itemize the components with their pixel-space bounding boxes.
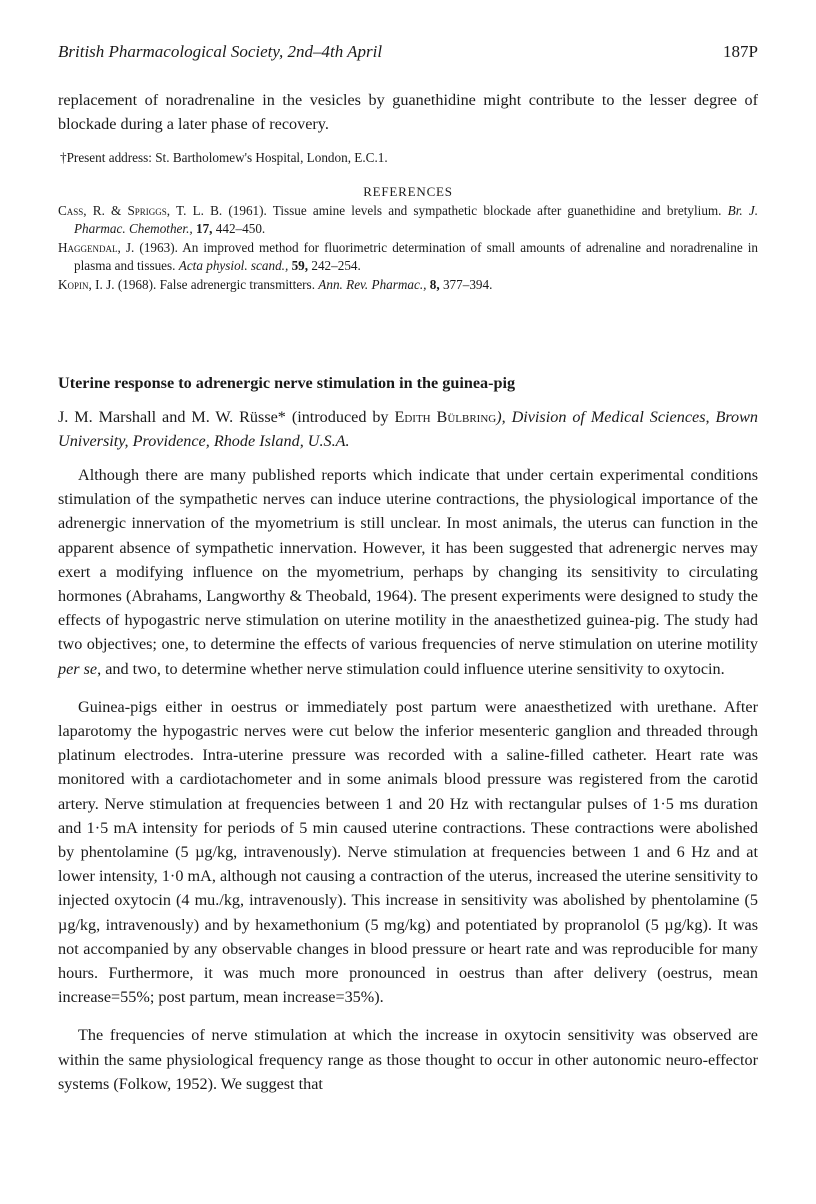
introducer-name: Edith Bülbring bbox=[394, 407, 497, 426]
running-header bbox=[58, 42, 758, 70]
reference-pages: 242–254. bbox=[311, 257, 361, 273]
intro-paragraph: replacement of noradrenaline in the vesicles by guanethidine might contribute to the lesser degree of blockade during a later phase of recovery. bbox=[58, 91, 758, 134]
page bbox=[58, 42, 758, 1096]
reference-authors: Haggendal, J. bbox=[58, 240, 135, 256]
author-names: J. M. Marshall and M. W. Rüsse* (introduced by bbox=[58, 407, 389, 426]
reference-text: (1963). An improved method for fluorimetric determination of small amounts of adrenaline and noradrenaline in plasma and tissues. bbox=[74, 240, 759, 273]
reference-journal: Acta physiol. scand., bbox=[178, 257, 289, 273]
reference-volume: 59, bbox=[291, 257, 309, 273]
paragraph-1-italic: per se bbox=[58, 659, 98, 678]
reference-pages: 377–394. bbox=[442, 277, 493, 293]
reference-item bbox=[58, 239, 758, 274]
page-number: 187P bbox=[723, 42, 758, 61]
references-title: REFERENCES bbox=[363, 184, 453, 200]
abstract-paragraph-1 bbox=[58, 463, 758, 681]
reference-item bbox=[58, 276, 758, 294]
journal-title: British Pharmacological Society, 2nd–4th April bbox=[58, 42, 383, 61]
reference-pages: 442–450. bbox=[215, 220, 266, 236]
reference-journal: Br. J. Pharmac. Chemother., bbox=[74, 203, 758, 236]
reference-authors: Kopin, I. J. bbox=[58, 277, 115, 293]
reference-journal: Ann. Rev. Pharmac., bbox=[318, 277, 427, 293]
abstract-authors bbox=[58, 405, 758, 453]
footnote: †Present address: St. Bartholomew's Hospital, London, E.C.1. bbox=[60, 150, 388, 166]
reference-volume: 17, bbox=[195, 220, 213, 236]
author-affiliation: ), Division of Medical Sciences, Brown University, Providence, Rhode Island, U.S.A. bbox=[58, 407, 759, 450]
references-list bbox=[58, 202, 758, 294]
reference-authors: Cass, R. & Spriggs, T. L. B. bbox=[58, 203, 223, 219]
paragraph-1-text-b: , and two, to determine whether nerve stimulation could influence uterine sensitivity to oxytocin. bbox=[97, 659, 725, 678]
reference-text: (1968). False adrenergic transmitters. bbox=[117, 277, 315, 293]
reference-item bbox=[58, 202, 758, 237]
abstract-title: Uterine response to adrenergic nerve stimulation in the guinea-pig bbox=[58, 373, 516, 392]
reference-text: (1961). Tissue amine levels and sympathetic blockade after guanethidine and bretylium. bbox=[228, 203, 722, 219]
abstract-paragraph-2: Guinea-pigs either in oestrus or immediately post partum were anaesthetized with urethane. After laparotomy the hypogastric nerves were cut below the inferior mesenteric ganglion and threaded through platinum electrodes. Intra-uterine pressure was recorded with a saline-filled catheter. Heart rate was monitored with a cardiotachometer and in some animals blood pressure was registered from the carotid artery. Nerve stimulation at frequencies between 1 and 20 Hz with rectangular pulses of 1·5 ms duration and 1·5 mA intensity for periods of 5 min caused uterine contractions. These contractions were abolished by phentolamine (5 µg/kg, intravenously). Nerve stimulation at frequencies between 1 and 6 Hz and at lower intensity, 1·0 mA, although not causing a contraction of the uterus, increased the uterine sensitivity to injected oxytocin (4 mu./kg, intravenously). This increase in sensitivity was abolished by phentolamine (5 µg/kg, intravenously) and by hexamethonium (5 mg/kg) and potentiated by propranolol (5 µg/kg). It was not accompanied by any observable changes in blood pressure or heart rate and was reproducible for many hours. Furthermore, it was much more pronounced in oestrus than after delivery (oestrus, mean increase=55%; post partum, mean increase=35%). bbox=[58, 697, 758, 1007]
paragraph-1-text-a: Although there are many published reports which indicate that under certain experimental conditions stimulation of the sympathetic nerves can induce uterine contractions, the physiological importance of the adrenergic innervation of the myometrium is still unclear. In most animals, the uterus can function in the apparent absence of sympathetic innervation. However, it has been suggested that adrenergic nerves may exert a modifying influence on the myometrium, perhaps by changing its sensitivity to circulating hormones (Abrahams, Langworthy & Theobald, 1964). The present experiments were designed to study the effects of hypogastric nerve stimulation on uterine motility in the anaesthetized guinea-pig. The study had two objectives; one, to determine the effects of various frequencies of nerve stimulation on uterine motility bbox=[58, 465, 758, 654]
reference-volume: 8, bbox=[429, 277, 440, 293]
abstract-paragraph-3: The frequencies of nerve stimulation at which the increase in oxytocin sensitivity was observed are within the same physiological frequency range as those thought to occur in other autonomic neuro-effector systems (Folkow, 1952). We suggest that bbox=[58, 1026, 758, 1093]
